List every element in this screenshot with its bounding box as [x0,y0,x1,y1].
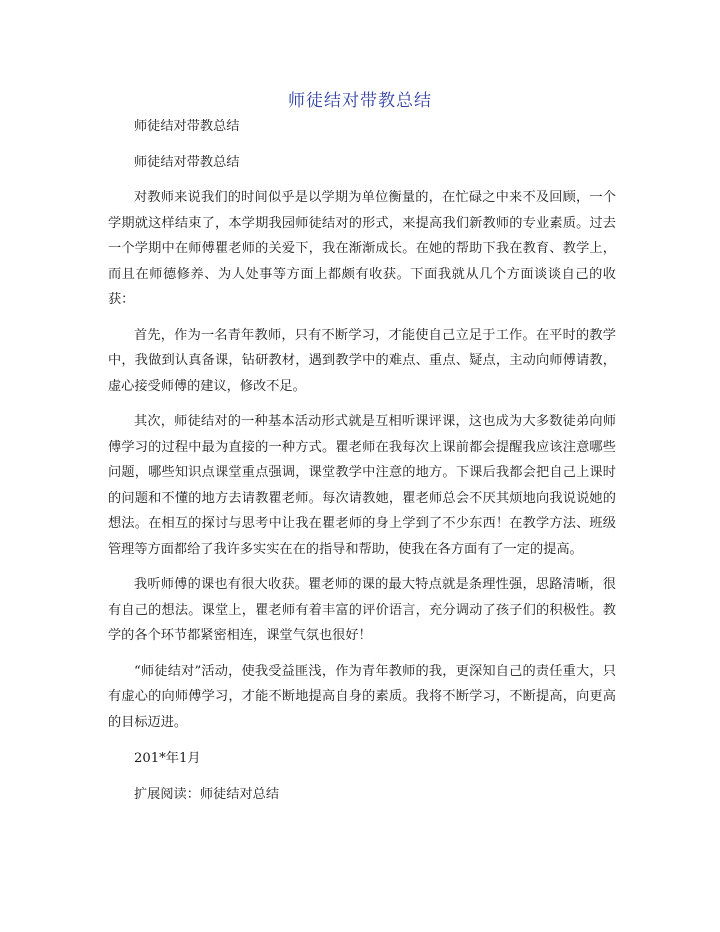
paragraph-1: 对教师来说我们的时间似乎是以学期为单位衡量的，在忙碌之中来不及回顾，一个学期就这样结束了，本学期我园师徒结对的形式，来提高我们新教师的专业素质。过去一个学期中在师傅瞿老师的关爱下，我在渐渐成长。在她的帮助下我在教育、教学上，而且在师德修养、为人处事等方面上都颇有收获。下面我就从几个方面谈谈自己的收获： [108,190,616,307]
subtitle-1: 师徒结对带教总结 [134,119,240,134]
paragraph-3: 其次，师徒结对的一种基本活动形式就是互相听课评课，这也成为大多数徒弟向师傅学习的过程中最为直接的一种方式。瞿老师在我每次上课前都会提醒我应该注意哪些问题，哪些知识点课堂重点强调，课堂教学中注意的地方。下课后我都会把自己上课时的问题和不懂的地方去请教瞿老师。每次请教她，瞿老师总会不厌其烦地向我说说她的想法。在相互的探讨与思考中让我在瞿老师的身上学到了不少东西！在教学方法、班级管理等方面都给了我许多实实在在的指导和帮助，使我在各方面有了一定的提高。 [108,414,616,557]
paragraph-5: “师徒结对”活动，使我受益匪浅，作为青年教师的我，更深知自己的责任重大，只有虚心的向师傅学习，才能不断地提高自身的素质。我将不断学习，不断提高，向更高的目标迈进。 [108,663,616,730]
document-title: 师徒结对带教总结 [288,91,432,111]
date-line: 201*年1月 [134,751,201,766]
paragraph-4: 我听师傅的课也有很大收获。瞿老师的课的最大特点就是条理性强，思路清晰，很有自己的想法。课堂上，瞿老师有着丰富的评价语言，充分调动了孩子们的积极性。教学的各个环节都紧密相连，课堂气氛也很好！ [108,577,616,643]
subtitle-2: 师徒结对带教总结 [134,154,240,170]
extended-reading: 扩展阅读：师徒结对总结 [134,786,280,802]
document-body [108,114,616,817]
paragraph-2: 首先，作为一名青年教师，只有不断学习，才能使自己立足于工作。在平时的教学中，我做到认真备课，钻研教材，遇到教学中的难点、重点、疑点，主动向师傅请教，虚心接受师傅的建议，修改不足。 [108,327,616,394]
